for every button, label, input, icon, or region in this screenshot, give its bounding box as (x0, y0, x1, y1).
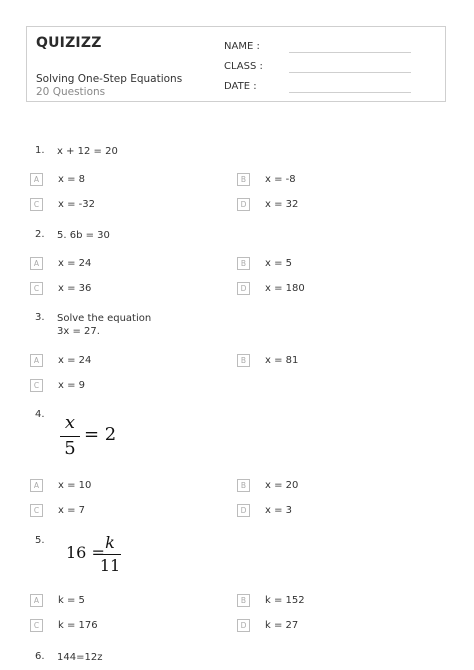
option-letter: D (237, 504, 250, 517)
option-text: x = -32 (58, 199, 95, 210)
option-letter: B (237, 594, 250, 607)
option-letter: C (30, 504, 43, 517)
option-text: x = 24 (58, 258, 92, 269)
option-letter: A (30, 173, 43, 186)
question-number: 5. (35, 535, 45, 546)
option-text: x = 3 (265, 505, 293, 516)
option-text: x = 24 (58, 355, 92, 366)
option-letter: D (237, 198, 250, 211)
fraction-denominator: 11 (99, 556, 121, 575)
option-letter: C (30, 379, 43, 392)
question-number: 3. (35, 312, 45, 323)
question-number: 4. (35, 409, 45, 420)
option-text: x = 8 (58, 174, 86, 185)
option-text: x = 7 (58, 505, 86, 516)
option-text: k = 5 (58, 595, 85, 606)
date-line (289, 92, 411, 93)
question-count: 20 Questions (36, 86, 106, 98)
option-letter: B (237, 173, 250, 186)
fraction-bar (99, 554, 121, 555)
option-text: x = 81 (265, 355, 299, 366)
option-text: x = 5 (265, 258, 293, 269)
fraction-numerator: x (64, 412, 76, 433)
option-text: x = 32 (265, 199, 299, 210)
option-letter: B (237, 354, 250, 367)
name-line (289, 52, 411, 53)
date-label: DATE : (224, 81, 257, 92)
worksheet-title: Solving One-Step Equations (36, 73, 183, 85)
option-text: k = 152 (265, 595, 305, 606)
question-text: x + 12 = 20 (57, 146, 118, 157)
option-letter: C (30, 198, 43, 211)
option-letter: A (30, 354, 43, 367)
option-text: x = -8 (265, 174, 296, 185)
option-text: x = 10 (58, 480, 92, 491)
quizizz-logo: QUIZIZZ (36, 35, 102, 51)
option-text: x = 9 (58, 380, 86, 391)
fraction-bar (60, 436, 80, 437)
option-letter: D (237, 282, 250, 295)
option-text: k = 27 (265, 620, 299, 631)
option-text: x = 20 (265, 480, 299, 491)
option-text: k = 176 (58, 620, 98, 631)
name-label: NAME : (224, 41, 260, 52)
option-letter: C (30, 619, 43, 632)
question-text-line2: 3x = 27. (57, 326, 100, 337)
question-number: 6. (35, 651, 45, 662)
option-letter: B (237, 479, 250, 492)
class-label: CLASS : (224, 61, 263, 72)
question-text-line1: Solve the equation (57, 313, 152, 324)
fraction-numerator: k (105, 533, 115, 552)
question-text: 144=12z (57, 652, 103, 663)
option-text: x = 180 (265, 283, 305, 294)
option-letter: A (30, 479, 43, 492)
question-number: 1. (35, 145, 45, 156)
option-text: x = 36 (58, 283, 92, 294)
equation-rhs: = 2 (84, 424, 117, 445)
fraction-denominator: 5 (64, 438, 76, 459)
equation-lhs: 16 = (66, 543, 105, 562)
option-letter: C (30, 282, 43, 295)
option-letter: A (30, 594, 43, 607)
question-text: 5. 6b = 30 (57, 230, 110, 241)
option-letter: D (237, 619, 250, 632)
question-number: 2. (35, 229, 45, 240)
option-letter: B (237, 257, 250, 270)
option-letter: A (30, 257, 43, 270)
class-line (289, 72, 411, 73)
